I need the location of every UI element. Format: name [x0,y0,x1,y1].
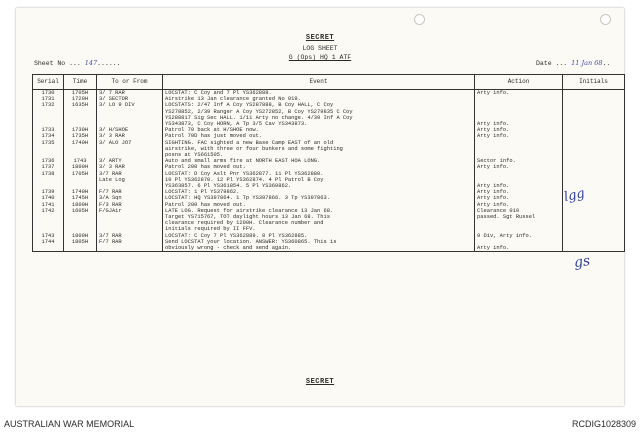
serial-value: 1736 [41,158,55,165]
initials-cell [563,208,625,233]
event-cell [163,171,475,190]
punch-hole [600,14,611,25]
action-line: Arty info. [477,90,510,96]
sheet-date: Date ... 11 Jan 68.. [536,59,611,67]
to-from-line: 3/7 RAR [99,170,122,177]
action-line: Arty info. [477,195,510,202]
serial-value: 1738 [41,170,55,177]
action-line: passed. Sgt Russel [477,214,536,221]
serial-value: 1733 [41,127,55,134]
action-line: Sector info. [477,158,516,165]
table-row [33,239,625,252]
serial-value: 1730 [41,90,55,96]
action-line: Arty info. [477,201,510,208]
action-line: Arty info. [477,183,510,190]
event-cell [163,208,475,233]
action-line: 9 Div, Arty info. [477,232,532,239]
archive-reference: RCDIG1028309 [571,419,636,429]
event-line: clearance required by 1200H. Clearance number and [165,220,324,227]
table-row [33,140,625,159]
event-line: SIGHTING. FAC sighted a new Base Camp EAST of an old [165,139,334,146]
date-label: Date . [536,60,560,67]
time-value: 1635H [71,102,89,109]
action-line: Clearance 019 [477,207,520,214]
event-line: airstrike, with three or four bunkers and some fighting [165,145,343,152]
serial-value: 1735 [41,139,55,146]
action-cell [475,208,563,233]
to-from-cell [97,140,163,159]
event-line: Patrol 200 has moved out. [165,164,246,171]
column-header: To or From [97,75,163,90]
event-cell [163,102,475,127]
to-from-line: 3/ 3 RAR [99,164,125,171]
to-from-cell [97,90,163,97]
time-cell [64,208,97,233]
time-cell [64,140,97,159]
event-line: LOCSTATS: 2/47 Inf A Coy YS287888, B Coy HALL, C Coy [165,102,334,109]
event-line: LOCSTAT: 1 Pl YS379862. [165,189,240,196]
event-line: Patrol 70 back at H/SHOE now. [165,127,259,134]
secret-marking-bottom: SECRET [305,378,335,386]
punch-hole [414,14,425,25]
time-value: 1720H [71,96,89,103]
table-row [33,90,625,97]
to-from-cell [97,208,163,233]
event-line: 10 Pl YS362870. 12 Pl YS362874. 4 Pl Patrol B Coy [165,176,324,183]
to-from-cell [97,239,163,252]
sheet-number-value: 147 [84,59,98,67]
column-header: Event [163,75,475,90]
event-line: YS288817 Sig Sec HALL. 1/11 Arty no change. 4/39 Inf A Coy [165,114,353,121]
serial-value: 1731 [41,96,55,103]
initials-cell [563,102,625,127]
time-value: 1743 [73,158,87,165]
event-line: YS278852, 2/39 Ranger A Coy YS272852, B Coy YS279835 C Coy [165,108,353,115]
event-cell [163,140,475,159]
serial-value: 1734 [41,133,55,140]
handwritten-initials: gs [572,252,592,272]
event-line: obviously wrong - check and send again. [165,245,292,252]
event-line: Send LOCSTAT your location. ANSWER: YS360865. This is [165,238,337,245]
event-line: YS363857. 6 Pl YS361854. 5 Pl YS360862. [165,183,292,190]
event-line: LOCSTAT: C Coy 7 Pl YS362889. 8 Pl YS362885. [165,232,308,239]
time-value: 1705H [71,170,89,177]
to-from-line: Late Log [99,176,125,183]
time-value: 1800H [71,164,89,171]
time-value: 1800H [71,232,89,239]
to-from-line: 3/ 3 RAR [99,133,125,140]
action-cell [475,140,563,159]
to-from-line: F/3 RAR [99,201,122,208]
log-table-body [33,90,625,252]
table-row [33,208,625,233]
sheet-label: Sheet No . [34,60,74,67]
event-line: LOCSTAT: D Coy Aslt Pnr YS362877. 11 Pl YS362880. [165,170,324,177]
log-table [32,74,625,252]
handwritten-initials: lgg [562,186,587,205]
time-value: 1605H [71,207,89,214]
action-line: Arty info. [477,127,510,134]
to-from-cell [97,102,163,127]
event-line: LOCSTAT: C Coy and 7 Pl YS362888. [165,90,272,96]
action-cell [475,239,563,252]
to-from-line: 3/ H/SHOE [99,127,129,134]
log-sheet-title: LOG SHEET [302,45,338,52]
event-cell [163,239,475,252]
to-from-line: 3/ ARTY [99,158,122,165]
action-line: Arty info. [477,164,510,171]
action-line: Arty info. [477,133,510,140]
action-line [477,140,560,146]
event-line: Target YS715767, TOT daylight hours 13 Jan 68. This [165,214,330,221]
table-header-row [33,75,625,90]
initials-cell [563,90,625,97]
column-header: Time [64,75,97,90]
initials-cell [563,239,625,252]
serial-value: 1741 [41,201,55,208]
column-header: Initials [563,75,625,90]
to-from-line: 3/ LO 9 DIV [99,102,135,109]
time-cell [64,171,97,190]
serial-cell [33,171,64,190]
event-line: initials required by II FFV. [165,226,256,233]
column-header: Serial [33,75,64,90]
serial-cell [33,208,64,233]
serial-value: 1737 [41,164,55,171]
action-line: Arty info. [477,245,510,252]
event-line: Patrol 70D has just moved out. [165,133,263,140]
time-cell [64,90,97,97]
event-line: LOCSTAT: HQ YS397864. 1 Tp YS397866. 3 Tp YS397863. [165,195,330,202]
sheet-number: Sheet No ... 147...... [34,59,121,67]
archive-name: AUSTRALIAN WAR MEMORIAL [4,419,135,429]
to-from-line: F/GJAir [99,207,122,214]
action-line: Arty info. [477,189,510,196]
time-value: 1740H [71,139,89,146]
serial-cell [33,90,64,97]
to-from-line: F/7 RAR [99,189,122,196]
to-from-line: 3/ ALO JO7 [99,139,132,146]
event-line: LATE LOG. Request for airstrike clearance 13 Jan 68. [165,207,334,214]
serial-value: 1739 [41,189,55,196]
log-sheet-page [16,8,624,406]
time-value: 1730H [71,127,89,134]
event-line: Airstrike 13 Jan clearance granted No 019. [165,96,301,103]
serial-value: 1743 [41,232,55,239]
event-line: Auto and small arms fire at NORTH EAST HOA LONG. [165,158,321,165]
to-from-line: F/7 RAR [99,238,122,245]
serial-cell [33,102,64,127]
archive-footer [0,411,640,433]
to-from-line: 3/ 7 RAR [99,90,125,96]
serial-cell [33,140,64,159]
action-cell [475,102,563,127]
event-line: Patrol 200 has moved out. [165,201,246,208]
to-from-cell [97,171,163,190]
event-line: posns at YS661505. [165,152,224,159]
time-value: 1805H [71,238,89,245]
date-value: 11 Jan 68 [571,59,603,67]
time-cell [64,102,97,127]
table-row [33,171,625,190]
time-value: 1705H [71,90,89,96]
time-value: 1800H [71,201,89,208]
serial-value: 1740 [41,195,55,202]
time-value: 1745H [71,195,89,202]
time-value: 1735H [71,133,89,140]
unit-name: G (Ops) HQ 1 ATF [288,54,352,61]
to-from-line: 3/ SECTOR [99,96,129,103]
initials-cell [563,140,625,159]
secret-marking-top: SECRET [305,34,335,42]
action-line: Arty info. [477,121,510,128]
to-from-line: 3/A Sqn [99,195,122,202]
time-value: 1740H [71,189,89,196]
serial-value: 1742 [41,207,55,214]
serial-value: 1744 [41,238,55,245]
time-cell [64,239,97,252]
action-cell [475,171,563,190]
table-row [33,102,625,127]
column-header: Action [475,75,563,90]
serial-cell [33,239,64,252]
serial-value: 1732 [41,102,55,109]
to-from-line: 3/7 RAR [99,232,122,239]
initials-cell [563,171,625,190]
event-cell [163,90,475,97]
action-cell [475,90,563,97]
event-line: YS343873, C Coy HORN, A Tp 3/5 Cav YS343873. [165,121,308,128]
